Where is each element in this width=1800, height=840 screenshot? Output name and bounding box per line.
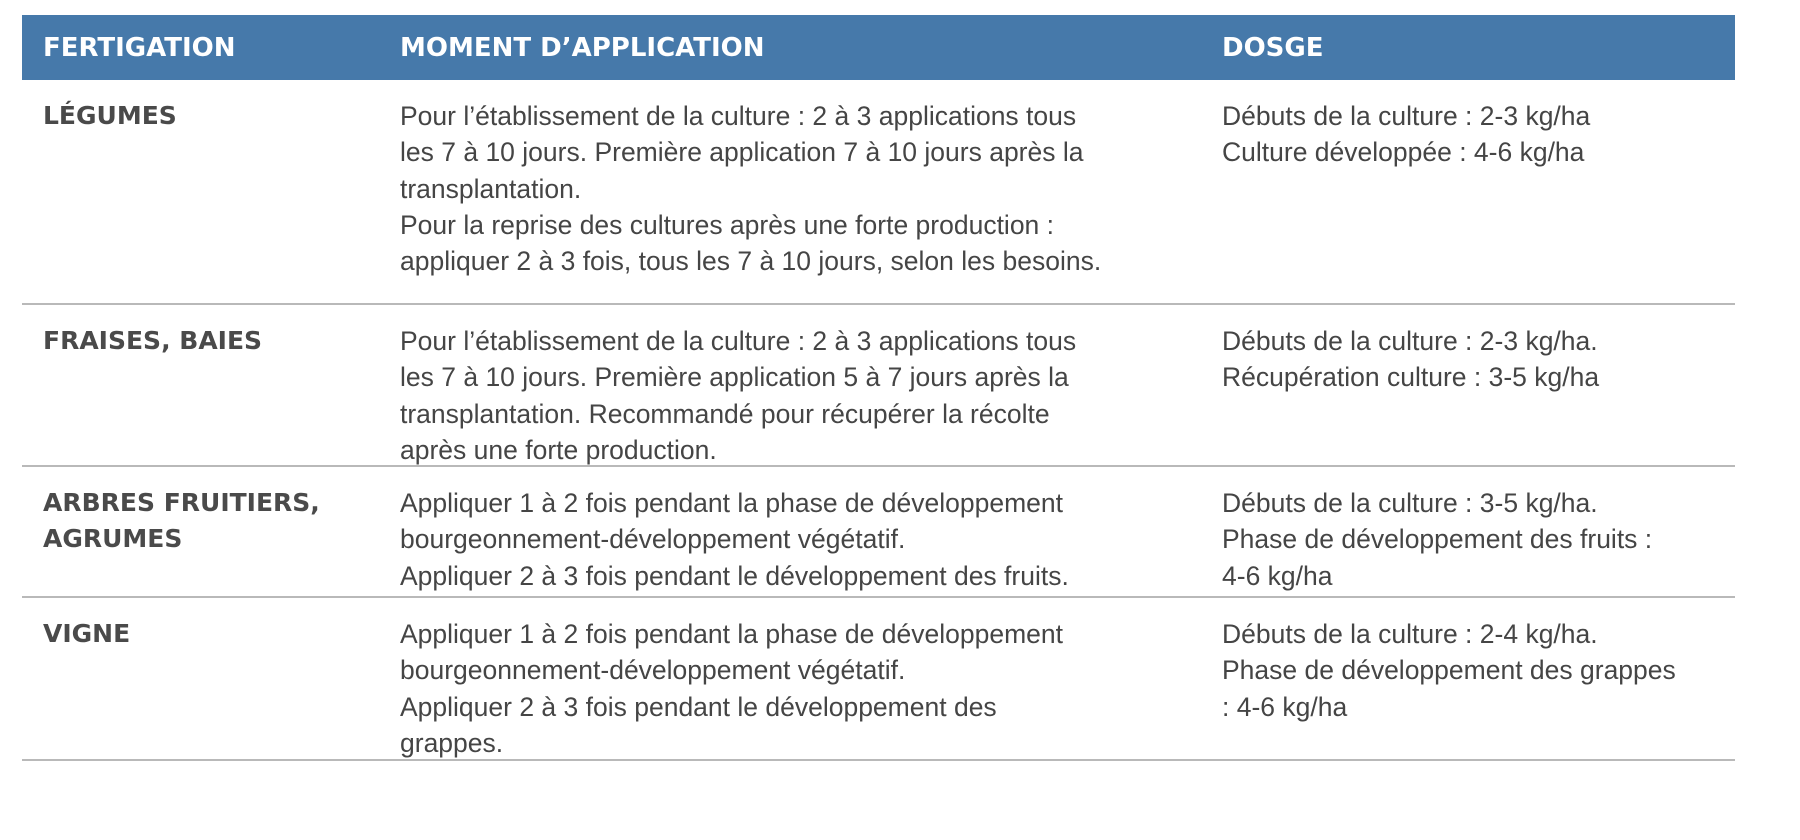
crop-line: ARBRES FRUITIERS, [43, 488, 320, 517]
application-moment-cell [379, 616, 1201, 759]
dosage-line: Phase de développement des grappes [1222, 655, 1676, 686]
row-legumes [22, 80, 1735, 305]
row-fraises-baies [22, 305, 1735, 467]
dosage-cell [1201, 616, 1735, 759]
dosage-line: Débuts de la culture : 3-5 kg/ha. [1222, 488, 1598, 518]
row-arbres-fruitiers [22, 467, 1735, 598]
application-moment-line: appliquer 2 à 3 fois, tous les 7 à 10 jours, selon les besoins. [400, 246, 1102, 277]
fertigation-table [22, 15, 1735, 761]
header-dosage: DOSGE [1222, 32, 1324, 63]
dosage-line: Débuts de la culture : 2-3 kg/ha. [1222, 326, 1598, 356]
application-moment-line: Appliquer 1 à 2 fois pendant la phase de développement [400, 488, 1063, 518]
application-moment-line: bourgeonnement-développement végétatif. [400, 655, 906, 686]
dosage-line: : 4-6 kg/ha [1222, 691, 1348, 722]
crop-cell [22, 98, 379, 303]
application-moment-cell [379, 98, 1201, 303]
application-moment-line: transplantation. [400, 173, 582, 204]
application-moment-line: Appliquer 2 à 3 fois pendant le développement des [400, 691, 997, 722]
dosage-line: Culture développée : 4-6 kg/ha [1222, 137, 1585, 168]
crop-cell [22, 485, 379, 596]
header-fertigation: FERTIGATION [43, 32, 236, 63]
dosage-cell [1201, 323, 1735, 465]
row-vigne [22, 598, 1735, 761]
table-header [22, 15, 1735, 80]
dosage-line: Débuts de la culture : 2-3 kg/ha [1222, 101, 1591, 131]
application-moment-line: Appliquer 1 à 2 fois pendant la phase de développement [400, 619, 1063, 649]
application-moment-line: grappes. [400, 727, 504, 758]
crop-line: AGRUMES [43, 524, 183, 554]
header-moment-application: MOMENT D’APPLICATION [400, 32, 765, 63]
application-moment-line: transplantation. Recommandé pour récupérer la récolte [400, 398, 1050, 429]
crop-line: LÉGUMES [43, 101, 177, 130]
crop-cell [22, 616, 379, 759]
dosage-line: 4-6 kg/ha [1222, 560, 1333, 591]
dosage-cell [1201, 485, 1735, 596]
application-moment-line: les 7 à 10 jours. Première application 7 à 10 jours après la [400, 137, 1084, 168]
dosage-line: Phase de développement des fruits : [1222, 524, 1653, 555]
crop-cell [22, 323, 379, 465]
application-moment-line: Pour l’établissement de la culture : 2 à 3 applications tous [400, 326, 1077, 356]
crop-line: VIGNE [43, 619, 131, 648]
application-moment-line: les 7 à 10 jours. Première application 5 à 7 jours après la [400, 362, 1069, 393]
application-moment-line: Pour l’établissement de la culture : 2 à 3 applications tous [400, 101, 1077, 131]
application-moment-line: Pour la reprise des cultures après une forte production : [400, 209, 1055, 240]
dosage-line: Récupération culture : 3-5 kg/ha [1222, 362, 1600, 393]
application-moment-line: après une forte production. [400, 434, 717, 465]
dosage-line: Débuts de la culture : 2-4 kg/ha. [1222, 619, 1598, 649]
dosage-cell [1201, 98, 1735, 303]
application-moment-line: bourgeonnement-développement végétatif. [400, 524, 906, 555]
application-moment-cell [379, 323, 1201, 465]
table-body [22, 80, 1735, 761]
application-moment-cell [379, 485, 1201, 596]
application-moment-line: Appliquer 2 à 3 fois pendant le développement des fruits. [400, 560, 1069, 591]
crop-line: FRAISES, BAIES [43, 326, 263, 355]
